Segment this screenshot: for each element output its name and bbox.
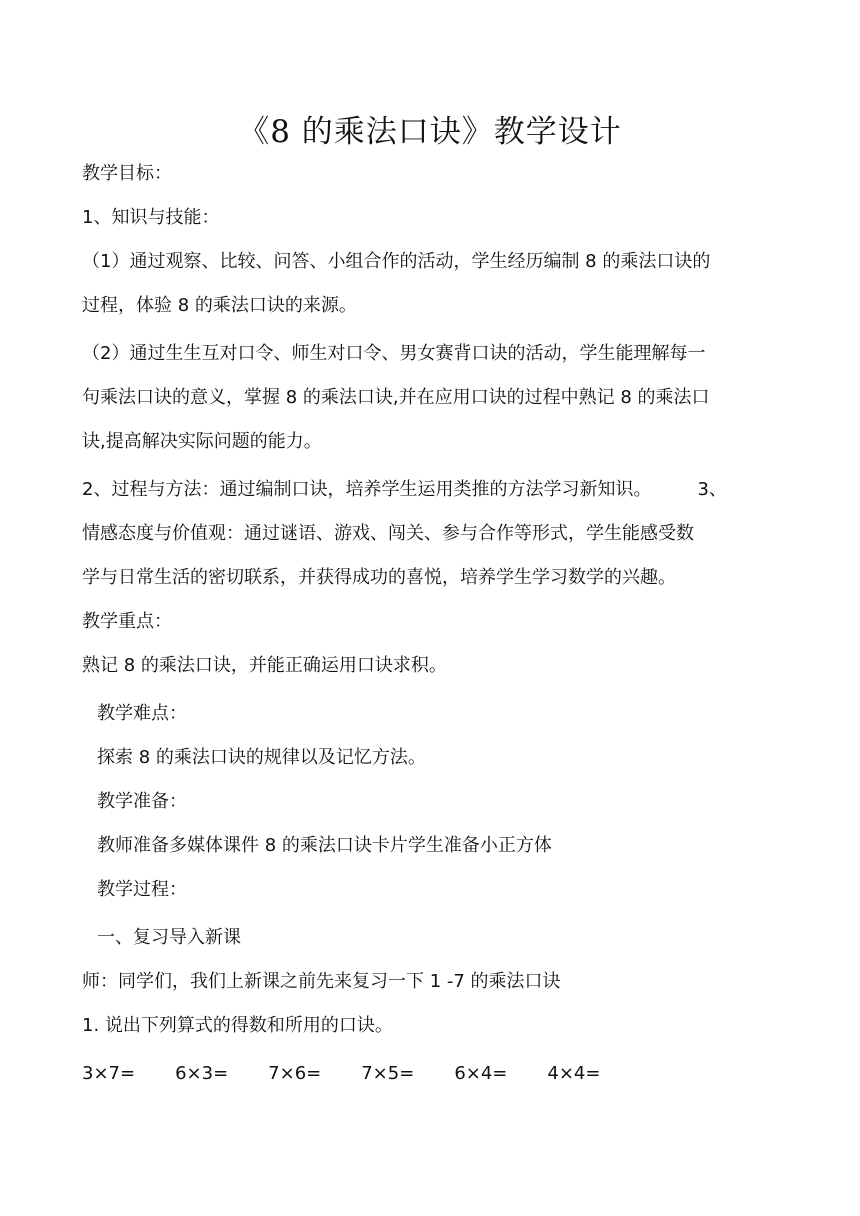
expression-list <box>82 1062 782 1086</box>
process-heading: 教学过程： <box>97 879 187 900</box>
key-point-heading: 教学重点： <box>82 611 172 632</box>
objectives-heading: 教学目标： <box>82 163 172 184</box>
process-method-line <box>82 478 782 502</box>
expression-item: 6×4= <box>454 1063 508 1084</box>
expression-item: 6×3= <box>175 1063 229 1084</box>
objective-item-2-line-3: 诀,提高解决实际问题的能力。 <box>82 431 322 452</box>
expression-item: 7×5= <box>361 1063 415 1084</box>
attitude-line-2: 学与日常生活的密切联系，并获得成功的喜悦，培养学生学习数学的兴趣。 <box>82 567 676 588</box>
preparation-text: 教师准备多媒体课件 8 的乘法口诀卡片学生准备小正方体 <box>97 835 552 856</box>
teacher-intro-line: 师：同学们，我们上新课之前先来复习一下 1 -7 的乘法口诀 <box>82 971 561 992</box>
attitude-number: 3、 <box>697 479 727 500</box>
attitude-line-1: 情感态度与价值观：通过谜语、游戏、闯关、参与合作等形式，学生能感受数 <box>82 523 694 544</box>
task-1-instruction: 1. 说出下列算式的得数和所用的口诀。 <box>82 1015 393 1036</box>
preparation-heading: 教学准备： <box>97 791 187 812</box>
expression-item: 4×4= <box>547 1063 601 1084</box>
key-point-text: 熟记 8 的乘法口诀，并能正确运用口诀求积。 <box>82 655 447 676</box>
section-review-heading: 一、复习导入新课 <box>97 927 241 948</box>
expression-item: 3×7= <box>82 1063 136 1084</box>
document-title: 《8 的乘法口诀》教学设计 <box>238 114 622 150</box>
process-method-text: 2、过程与方法：通过编制口诀，培养学生运用类推的方法学习新知识。 <box>82 479 652 500</box>
objective-item-2-line-2: 句乘法口诀的意义，掌握 8 的乘法口诀,并在应用口诀的过程中熟记 8 的乘法口 <box>82 387 710 408</box>
difficulty-heading: 教学难点： <box>97 703 187 724</box>
objective-item-2-line-1: （2）通过生生互对口令、师生对口令、男女赛背口诀的活动，学生能理解每一 <box>82 343 706 364</box>
objective-item-1-line-1: （1）通过观察、比较、问答、小组合作的活动，学生经历编制 8 的乘法口诀的 <box>82 251 711 272</box>
difficulty-text: 探索 8 的乘法口诀的规律以及记忆方法。 <box>97 747 426 768</box>
skills-heading: 1、知识与技能： <box>82 207 220 228</box>
expression-item: 7×6= <box>268 1063 322 1084</box>
objective-item-1-line-2: 过程，体验 8 的乘法口诀的来源。 <box>82 295 357 316</box>
